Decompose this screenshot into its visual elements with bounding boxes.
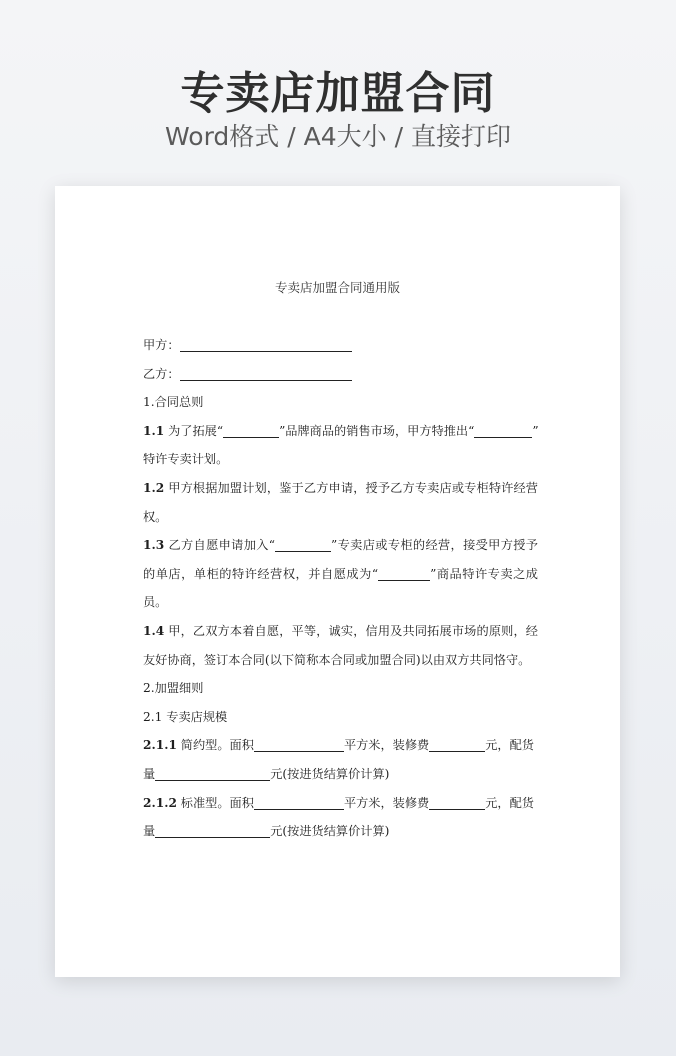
clause-1-1-text-a: 为了拓展“ [164,423,224,438]
clause-1-2 [143,474,538,531]
clause-1-3-number: 1.3 [143,538,165,553]
party-b-blank [180,366,352,381]
clause-1-4-text: 甲，乙双方本着自愿，平等，诚实，信用及共同拓展市场的原则，经友好协商，签订本合同(以下简称本合同或加盟合同)以由双方共同恪守。 [143,623,538,667]
qty-label-2: 量 [143,824,156,839]
qty-unit-2: 元(按进货结算价计算) [270,824,390,839]
clause-1-3-text-c: ”商品特许专卖之成员。 [143,566,538,610]
party-a-label: 甲方： [143,338,180,352]
document-title: 专卖店加盟合同通用版 [274,280,400,295]
clause-2-1-2-number: 2.1.2 [143,795,177,810]
qty-blank-2 [155,823,270,838]
clause-2-1-1-line-1 [143,731,538,760]
brand-blank-4 [378,566,430,581]
subsection-2-1: 2.1 专卖店规模 [143,709,228,724]
clause-1-2-number: 1.2 [143,480,165,495]
qty-blank-1 [155,766,270,781]
section-1-heading: 1.合同总则 [143,395,204,410]
clause-1-3 [143,531,538,617]
banner-subtitle: Word格式 / A4大小 / 直接打印 [165,122,511,151]
area-blank-2 [254,795,344,810]
party-b-label: 乙方： [143,366,180,381]
qty-label-1: 量 [143,766,156,781]
document-body [143,331,538,846]
clause-1-3-text-a: 乙方自愿申请加入“ [164,538,276,553]
clause-1-1-text-c: ” [532,423,539,438]
brand-blank-1 [223,423,279,438]
party-b-line [143,360,538,389]
clause-1-3-text-b: ”专卖店或专柜的经营，接受甲方授予的单店，单柜的特许经营权，并自愿成为“ [143,538,538,581]
document-page [55,186,620,977]
area-blank-1 [254,737,344,752]
clause-2-1-2-line-1 [143,789,538,818]
party-a-blank [180,337,352,352]
fee-blank-1 [429,737,485,752]
fee-unit-2: 元，配货 [485,795,534,810]
area-unit-2: 平方米，装修费 [343,795,430,810]
clause-2-1-1-text: 简约型。面积 [176,738,254,753]
area-unit-1: 平方米，装修费 [343,738,430,753]
clause-1-1-line-2: 特许专卖计划。 [143,452,229,467]
clause-1-4-number: 1.4 [143,623,165,638]
qty-unit-1: 元(按进货结算价计算) [270,766,390,781]
clause-2-1-2-text: 标准型。面积 [176,795,254,810]
clause-2-1-1-number: 2.1.1 [143,738,177,753]
clause-1-1-line-1 [143,417,538,446]
clause-1-2-text: 甲方根据加盟计划，鉴于乙方申请，授予乙方专卖店或专柜特许经营权。 [143,480,538,524]
fee-unit-1: 元，配货 [485,738,534,753]
section-2-heading: 2.加盟细则 [143,681,204,696]
clause-2-1-2-line-2 [143,817,538,846]
brand-blank-3 [275,537,331,552]
brand-blank-2 [474,423,532,438]
fee-blank-2 [429,795,485,810]
clause-1-1-number: 1.1 [143,423,165,438]
clause-2-1-1-line-2 [143,760,538,789]
banner-title: 专卖店加盟合同 [180,68,496,119]
party-a-line [143,331,538,360]
clause-1-4 [143,617,538,674]
clause-1-1-text-b: ”品牌商品的销售市场，甲方特推出“ [279,423,475,438]
